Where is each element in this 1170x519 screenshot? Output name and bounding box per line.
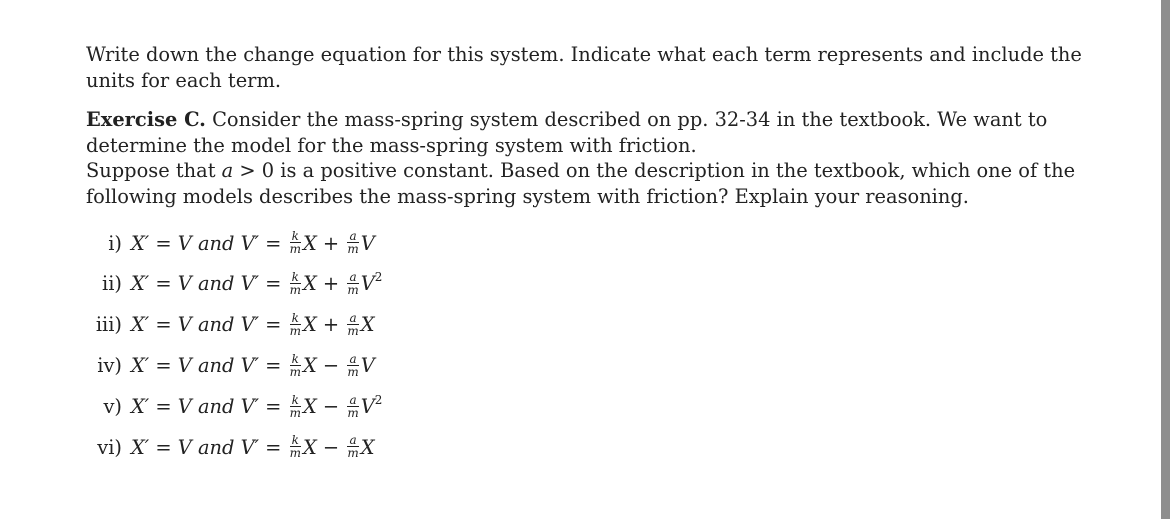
option-equation: X′ = V and V′ = $\frac{k}{m}$ X + $\frac{a}{m}$ V $^2$: [131, 270, 383, 298]
fraction-k-over-m: $\frac{k}{m}$: [289, 351, 301, 379]
option-equation: X′ = V and V′ = $\frac{k}{m}$ X − $\frac{a}{m}$ V: [131, 351, 375, 379]
fraction-k-over-m: $\frac{k}{m}$: [289, 392, 301, 420]
option-item: [86, 264, 1086, 305]
option-number: iv): [97, 354, 122, 378]
exercise-question: Suppose that a > 0 is a positive constant. Based on the description in the textbook, which one of the following models describes the mass-spring system with friction? Explain your reasoning.: [86, 159, 1076, 208]
option-number: iii): [95, 313, 122, 337]
option-item: [86, 427, 1086, 468]
option-item: [86, 305, 1086, 346]
fraction-k-over-m: $\frac{k}{m}$: [289, 229, 301, 257]
fraction-a-over-m: $\frac{a}{m}$: [347, 351, 359, 379]
fraction-a-over-m: $\frac{a}{m}$: [347, 229, 359, 257]
exercise-label: Exercise C.: [86, 108, 206, 131]
option-item: [86, 223, 1086, 264]
variable-a: a: [221, 159, 234, 182]
exercise-description: Consider the mass-spring system described on pp. 32-34 in the textbook. We want to determine the model for the mass-spring system with friction.: [86, 108, 1048, 157]
option-item: [86, 386, 1086, 427]
fraction-a-over-m: $\frac{a}{m}$: [347, 270, 359, 298]
fraction-k-over-m: $\frac{k}{m}$: [289, 310, 301, 338]
option-equation: X′ = V and V′ = $\frac{k}{m}$ X − $\frac{a}{m}$ X: [131, 433, 375, 461]
document-page: [86, 42, 1086, 468]
option-number: v): [103, 394, 122, 418]
page-edge-scrollbar: [1161, 0, 1170, 519]
option-number: i): [108, 231, 122, 255]
option-equation: X′ = V and V′ = $\frac{k}{m}$ X − $\frac{a}{m}$ V $^2$: [131, 392, 383, 420]
fraction-k-over-m: $\frac{k}{m}$: [289, 433, 301, 461]
option-equation: X′ = V and V′ = $\frac{k}{m}$ X + $\frac{a}{m}$ X: [131, 310, 375, 338]
option-equation: X′ = V and V′ = $\frac{k}{m}$ X + $\frac{a}{m}$ V: [131, 229, 375, 257]
fraction-a-over-m: $\frac{a}{m}$: [347, 433, 359, 461]
exercise-paragraph: [86, 107, 1086, 158]
option-number: ii): [102, 272, 122, 296]
fraction-a-over-m: $\frac{a}{m}$: [347, 310, 359, 338]
fraction-a-over-m: $\frac{a}{m}$: [347, 392, 359, 420]
fraction-k-over-m: $\frac{k}{m}$: [289, 270, 301, 298]
option-item: [86, 345, 1086, 386]
intro-paragraph: Write down the change equation for this system. Indicate what each term represents and include the units for each term.: [86, 43, 1082, 92]
options-list: [86, 223, 1086, 468]
option-number: vi): [97, 435, 122, 459]
